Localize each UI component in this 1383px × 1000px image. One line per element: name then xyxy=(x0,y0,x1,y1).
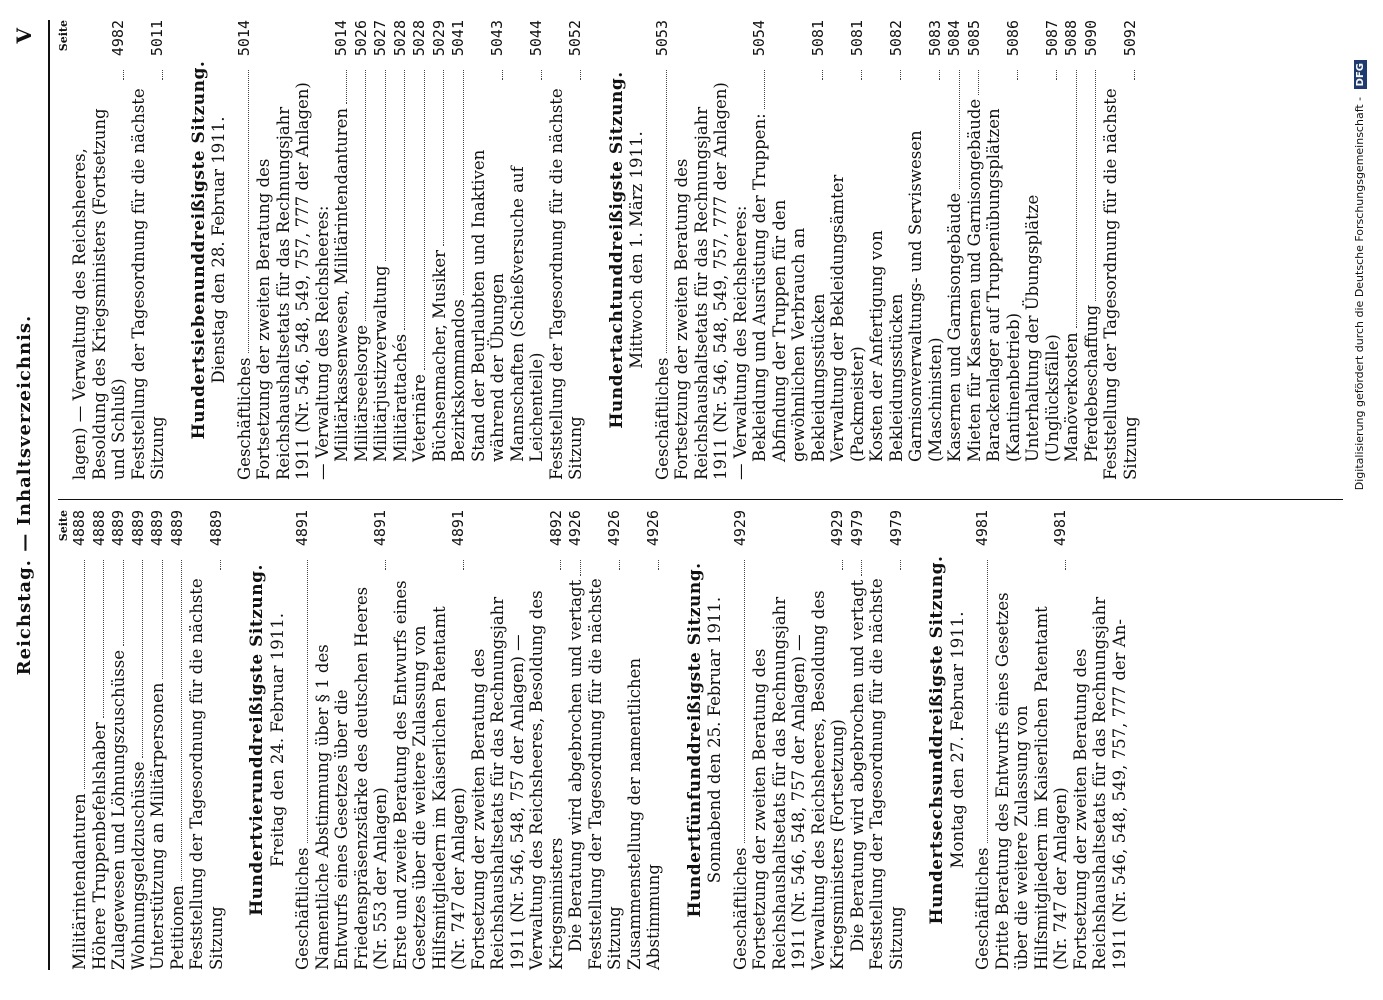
toc-entry xyxy=(848,510,868,970)
toc-entry xyxy=(70,510,90,970)
dot-leader xyxy=(307,560,308,843)
toc-entry xyxy=(187,510,226,970)
toc-entry xyxy=(352,20,372,480)
toc-entry-page: 4888 xyxy=(70,510,88,547)
session-heading: Hundertsiebenunddreißigste Sitzung. xyxy=(188,60,209,440)
toc-entry xyxy=(1071,510,1130,970)
toc-entry-page: 4926 xyxy=(605,510,623,547)
dot-leader xyxy=(658,560,659,570)
toc-entry-text: Zusammenstellung der namentlichen Abstimmung xyxy=(624,658,663,970)
toc-entry-page: 4889 xyxy=(167,510,186,547)
toc-entry-text: Verwaltung der Bekleidungsämter (Packmeister) xyxy=(828,174,867,462)
toc-entry-page: 5011 xyxy=(148,20,166,57)
dot-leader xyxy=(502,70,503,80)
dot-leader xyxy=(142,560,143,758)
dot-leader xyxy=(385,560,386,570)
toc-entry xyxy=(129,20,168,480)
dfg-logo: DFG xyxy=(1354,60,1367,89)
dot-leader xyxy=(842,560,843,570)
dot-leader xyxy=(939,70,940,80)
toc-entry xyxy=(547,20,586,480)
session-heading: Hundertfünfunddreißigste Sitzung. xyxy=(684,562,705,918)
toc-entry-text: Unterhaltung der Übungsplätze (Unglücksfälle) xyxy=(1023,194,1062,462)
toc-entry-page: 5029 xyxy=(429,20,448,57)
toc-entry xyxy=(109,510,129,970)
toc-entry-text: Militärseelsorge xyxy=(351,325,371,462)
toc-entry-page: 4981 xyxy=(973,510,991,547)
dot-leader xyxy=(580,70,581,80)
toc-entry-text: Feststellung der Tagesordnung für die nächste Sitzung xyxy=(1101,88,1140,480)
toc-entry-text: Höhere Truppenbefehlshaber xyxy=(89,722,109,970)
toc-entry xyxy=(371,20,391,480)
toc-entry-page: 5084 xyxy=(945,20,963,57)
toc-entry xyxy=(731,510,751,970)
toc-entry-text: Fortsetzung der zweiten Beratung des Reichshaushaltsetats für das Rechnungsjahr 1911 (Nr. 546, 548, 757 der Anlagen) — Verwaltung des Reichsheeres, Besoldung des Kriegsministers xyxy=(468,590,566,970)
dot-leader xyxy=(959,70,960,189)
right-column xyxy=(58,20,1343,480)
toc-entry-text: Feststellung der Tagesordnung für die nächste Sitzung xyxy=(128,88,167,480)
toc-entry-text: Bekleidung und Ausrüstung der Truppen: xyxy=(750,113,769,462)
toc-entry-text: Feststellung der Tagesordnung für die nächste Sitzung xyxy=(585,578,624,970)
toc-entry-text: Unterstützung an Militärpersonen xyxy=(148,682,167,970)
dot-leader xyxy=(987,560,988,843)
toc-entry-text: Zulagewesen und Löhnungszuschüsse xyxy=(109,650,128,970)
toc-entry-text: Petitionen xyxy=(167,885,187,970)
toc-entry-text: Geschäftliches xyxy=(730,847,750,970)
dot-leader xyxy=(822,70,823,80)
toc-entry-page: 4929 xyxy=(730,510,749,547)
dot-leader xyxy=(162,560,163,679)
toc-entry xyxy=(449,20,469,480)
toc-entry-text: Feststellung der Tagesordnung für die nächste Sitzung xyxy=(867,578,906,970)
session-date: Sonnabend den 25. Februar 1911. xyxy=(705,596,724,884)
page-number: V xyxy=(12,28,36,44)
toc-entry-page: 5041 xyxy=(449,20,467,57)
toc-entry-page: 4979 xyxy=(886,510,905,547)
toc-entry-text: Büchsenmacher, Musiker xyxy=(429,249,449,462)
dot-leader xyxy=(861,560,862,576)
dot-leader xyxy=(541,70,542,80)
toc-entry-page: 5028 xyxy=(390,20,409,57)
toc-entry xyxy=(625,510,664,970)
toc-entry xyxy=(750,20,770,480)
toc-entry-page: 4889 xyxy=(206,510,225,547)
dot-leader xyxy=(424,70,425,370)
toc-entry-page: 4979 xyxy=(847,510,866,547)
toc-entry-page: 5054 xyxy=(750,20,768,57)
toc-entry xyxy=(945,20,965,480)
left-column xyxy=(58,510,1343,970)
toc-entry-text: Fortsetzung der zweiten Beratung des Reichshaushaltsetats für das Rechnungsjahr 1911 (Nr. 546, 548, 549, 757, 777 der Anlagen) — Verwaltung des Reichsheeres: xyxy=(672,82,750,480)
toc-entry xyxy=(293,510,313,970)
toc-entry-text: Pferdebeschaffung xyxy=(1081,304,1101,462)
toc-entry-page: 5028 xyxy=(410,20,428,57)
toc-entry-page: 5081 xyxy=(808,20,827,57)
toc-entry-page: 5052 xyxy=(566,20,584,57)
toc-entry-text: Namentliche Abstimmung über § 1 des Entwurfs eines Gesetzes über die Friedenspräsenzstärke des deutschen Heeres (Nr. 553 der Anlagen) xyxy=(312,586,390,970)
toc-entry-text: Barackenlager auf Truppenübungsplätzen (Kantinenbetrieb) xyxy=(984,108,1023,462)
toc-entry-page: 4891 xyxy=(371,510,389,547)
toc-entry xyxy=(1082,20,1102,480)
toc-entry xyxy=(828,20,867,480)
dot-leader xyxy=(365,70,366,321)
toc-entry-page: 4889 xyxy=(148,510,166,547)
toc-entry xyxy=(965,20,985,480)
toc-entry xyxy=(168,510,188,970)
toc-entry-text: Militärintendanturen xyxy=(70,793,89,970)
toc-entry-page: 5053 xyxy=(652,20,671,57)
toc-entry xyxy=(391,510,469,970)
toc-entry-text: Militärkassenwesen, Militärintendanturen xyxy=(332,107,351,462)
toc-entry-text: Mieten für Kasernen und Garnisongebäude xyxy=(964,98,984,462)
toc-entry-page: 4926 xyxy=(644,510,662,547)
toc-entry xyxy=(332,20,352,480)
toc-entry xyxy=(410,20,430,480)
toc-entry-page: 5090 xyxy=(1081,20,1100,57)
dot-leader xyxy=(248,70,249,353)
toc-entry-page: 4889 xyxy=(109,510,127,547)
dot-leader xyxy=(580,560,581,576)
dot-leader xyxy=(764,70,765,109)
toc-entry xyxy=(254,20,332,480)
toc-entry xyxy=(391,20,411,480)
dot-leader xyxy=(1134,70,1135,80)
toc-entry-page: 5026 xyxy=(351,20,370,57)
dot-leader xyxy=(463,70,464,295)
toc-entry xyxy=(90,510,110,970)
toc-entry-page: 5087 xyxy=(1042,20,1061,57)
toc-entry-text: Militärattachés xyxy=(390,333,410,462)
dot-leader xyxy=(861,70,862,80)
toc-entry-page: 5083 xyxy=(925,20,944,57)
toc-entry-text: Kasernen und Garnisongebäude xyxy=(945,192,964,462)
toc-entry-text: Garnisonverwaltungs- und Serviswesen (Maschinisten) xyxy=(906,130,945,462)
toc-entry-page: 4889 xyxy=(128,510,147,547)
toc-entry-text: Veterinäre xyxy=(410,374,429,462)
dot-leader xyxy=(385,70,386,261)
toc-entry xyxy=(566,510,586,970)
toc-entry-page: 5092 xyxy=(1120,20,1139,57)
toc-entry-text: Wohnungsgeldzuschüsse xyxy=(128,761,148,970)
toc-entry xyxy=(973,510,993,970)
toc-entry xyxy=(1101,20,1140,480)
dot-leader xyxy=(123,560,124,646)
toc-entry-text: Bezirkskommandos xyxy=(449,299,468,462)
toc-entry xyxy=(1023,20,1062,480)
digitization-note xyxy=(1353,60,1379,970)
toc-entry xyxy=(235,20,255,480)
toc-entry xyxy=(993,510,1071,970)
toc-entry-text: lagen) — Verwaltung des Reichsheeres, Besoldung des Kriegsministers (Fortsetzung und Schluß) xyxy=(70,108,128,480)
toc-entry-page: 5044 xyxy=(527,20,545,57)
toc-entry xyxy=(148,510,168,970)
toc-entry-page: 4892 xyxy=(546,510,565,547)
toc-entry xyxy=(1062,20,1082,480)
toc-entry xyxy=(430,20,450,480)
dot-leader xyxy=(560,560,561,570)
toc-entry xyxy=(653,20,673,480)
toc-entry-page: 4891 xyxy=(293,510,311,547)
session-heading: Hundertvierunddreißigste Sitzung. xyxy=(247,564,267,916)
toc-entry-text: Geschäftliches xyxy=(234,357,254,480)
dot-leader xyxy=(744,560,745,843)
toc-entry xyxy=(313,510,391,970)
toc-entry-page: 5088 xyxy=(1062,20,1080,57)
dot-leader xyxy=(1056,70,1057,80)
toc-entry-page: 5085 xyxy=(964,20,983,57)
toc-entry xyxy=(867,20,906,480)
toc-entry xyxy=(469,510,567,970)
toc-entry-text: Geschäftliches xyxy=(293,847,312,970)
toc-entry xyxy=(672,20,750,480)
dot-leader xyxy=(1095,70,1096,301)
dot-leader xyxy=(619,560,620,570)
toc-entry xyxy=(508,20,547,480)
toc-entry-text: Die Beratung wird abgebrochen und vertagt xyxy=(847,579,867,952)
toc-entry-text: Dritte Beratung des Entwurfs eines Gesetzes über die weitere Zulassung von Hilfsmitgliedern im Kaiserlichen Patentamt (Nr. 747 der Anlagen) xyxy=(992,592,1070,970)
toc-entry-page: 5014 xyxy=(332,20,350,57)
dot-leader xyxy=(666,70,667,353)
dot-leader xyxy=(1065,560,1066,570)
dot-leader xyxy=(220,560,221,570)
toc-entry-text: Stand der Beurlaubten und Inaktiven während der Übungen xyxy=(468,149,507,462)
session-heading: Hundertachtunddreißigste Sitzung. xyxy=(606,71,627,429)
toc-entry-page: 5081 xyxy=(847,20,866,57)
toc-entry xyxy=(750,510,848,970)
toc-entry xyxy=(586,510,625,970)
dot-leader xyxy=(463,560,464,570)
toc-entry-page: 5082 xyxy=(886,20,905,57)
toc-entry xyxy=(770,20,829,480)
toc-entry-text: Feststellung der Tagesordnung für die nächste Sitzung xyxy=(546,88,585,480)
toc-entry-text: Manöverkosten xyxy=(1062,332,1081,462)
session-heading: Hundertsechsunddreißigste Sitzung. xyxy=(927,555,947,925)
toc-entry-text: Feststellung der Tagesordnung für die nächste Sitzung xyxy=(187,578,226,970)
dot-leader xyxy=(162,70,163,80)
toc-entry-text: Erste und zweite Beratung des Entwurfs eines Gesetzes über die weitere Zulassung von Hilfsmitgliedern im Kaiserlichen Patentamt (Nr. 747 der Anlagen) xyxy=(390,580,468,970)
toc-entry xyxy=(469,20,508,480)
toc-entry-text: Mannschaften (Schießversuche auf Leichenteile) xyxy=(507,166,546,462)
toc-entry-text: Fortsetzung der zweiten Beratung des Reichshaushaltsetats für das Rechnungsjahr 1911 (Nr. 546, 548, 757 der Anlagen) — Verwaltung des Reichsheeres, Besoldung des Kriegsministers (Fortsetzung) xyxy=(750,590,847,970)
toc-entry xyxy=(70,20,129,480)
toc-entry-text: Fortsetzung der zweiten Beratung des Reichshaushaltsetats für das Rechnungsjahr 1911 (Nr. 546, 548, 549, 757, 777 der Anlagen) — Verwaltung des Reichsheeres: xyxy=(254,82,332,480)
toc-entry-page: 4981 xyxy=(1051,510,1069,547)
toc-entry-page: 5086 xyxy=(1003,20,1022,57)
toc-entry-page: 4982 xyxy=(109,20,127,57)
dot-leader xyxy=(900,560,901,570)
dot-leader xyxy=(404,70,405,330)
toc-entry-page: 4888 xyxy=(89,510,108,547)
toc-entry-text: Geschäftliches xyxy=(652,357,672,480)
column-divider xyxy=(58,499,1343,500)
toc-entry-page: 5027 xyxy=(371,20,389,57)
dot-leader xyxy=(123,70,124,80)
toc-entry-text: Kosten der Anfertigung von Bekleidungsstücken xyxy=(867,230,906,462)
seite-label: Seite xyxy=(57,20,70,52)
dot-leader xyxy=(978,70,979,95)
toc-entry-text: Fortsetzung der zweiten Beratung des Reichshaushaltsetats für das Rechnungsjahr 1911 (Nr. 546, 548, 549, 757, 777 der An- xyxy=(1070,596,1129,970)
dot-leader xyxy=(103,560,104,718)
toc-entry-text: Geschäftliches xyxy=(973,847,992,970)
toc-entry-page: 4926 xyxy=(566,510,584,547)
session-date: Freitag den 24. Februar 1911. xyxy=(267,613,287,867)
toc-entry xyxy=(984,20,1023,480)
page-header xyxy=(8,20,50,970)
dot-leader xyxy=(346,70,347,104)
dot-leader xyxy=(1017,70,1018,80)
toc-entry-text: Militärjustizverwaltung xyxy=(371,265,390,462)
toc-entry-page: 4891 xyxy=(449,510,467,547)
dot-leader xyxy=(181,560,182,881)
dot-leader xyxy=(84,560,85,789)
session-date: Montag den 27. Februar 1911. xyxy=(947,611,967,869)
digitization-text: Digitalisierung gefördert durch die Deutsche Forschungsgemeinschaft - xyxy=(1353,96,1366,491)
session-date: Dienstag den 28. Februar 1911. xyxy=(209,116,228,384)
dot-leader xyxy=(900,70,901,80)
dot-leader xyxy=(443,70,444,246)
page-title: Reichstag. — Inhaltsverzeichnis. xyxy=(14,314,35,676)
toc-entry-text: Abfindung der Truppen für den gewöhnlichen Verbrauch an Bekleidungsstücken xyxy=(769,199,828,462)
dot-leader xyxy=(1076,70,1077,328)
seite-label: Seite xyxy=(57,510,70,542)
toc-entry xyxy=(906,20,945,480)
session-date: Mittwoch den 1. März 1911. xyxy=(627,131,646,369)
toc-entry-page: 4929 xyxy=(828,510,846,547)
toc-entry xyxy=(867,510,906,970)
toc-entry-text: Die Beratung wird abgebrochen und vertagt xyxy=(566,579,585,952)
toc-entry xyxy=(129,510,149,970)
toc-entry-page: 5043 xyxy=(488,20,506,57)
toc-entry-page: 5014 xyxy=(234,20,253,57)
